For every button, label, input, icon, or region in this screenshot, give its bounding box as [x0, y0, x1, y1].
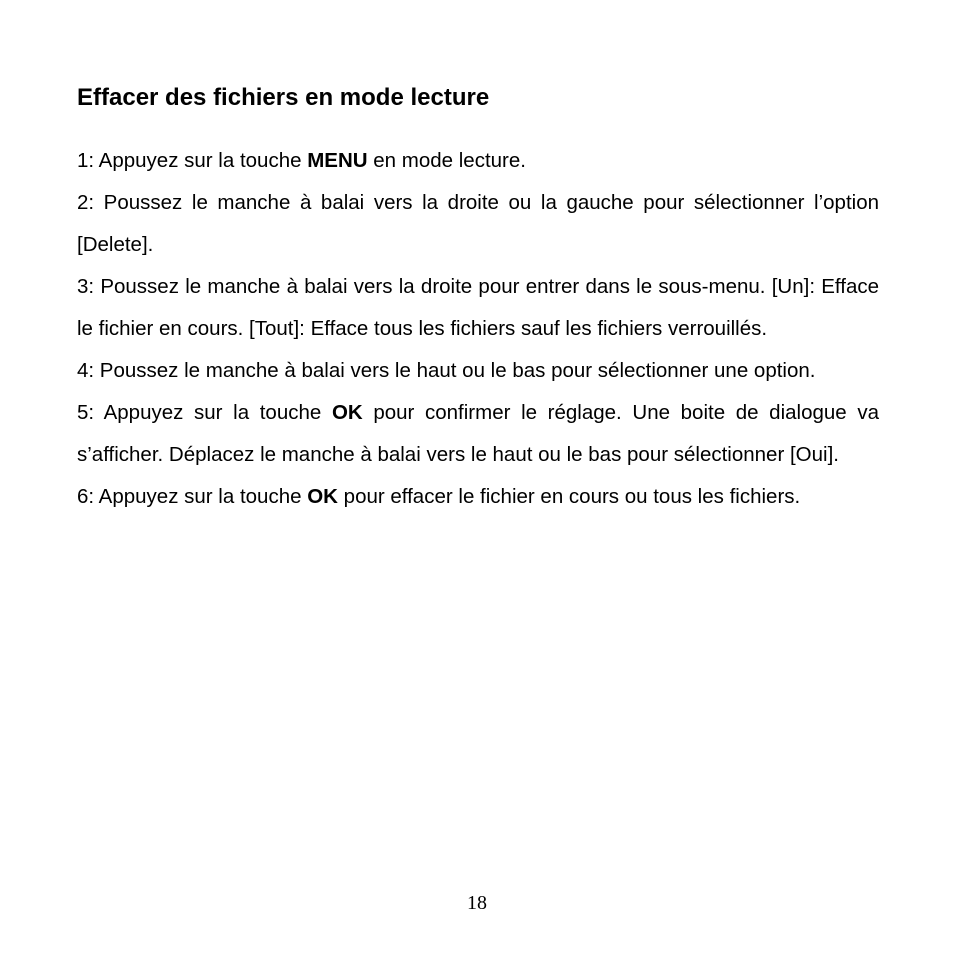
step-1-text: 1: Appuyez sur la touche	[77, 149, 308, 172]
step-1-text-end: en mode lecture.	[367, 149, 526, 172]
step-6-text-end: pour effacer le fichier en cours ou tous les fichiers.	[337, 485, 801, 508]
step-1	[77, 140, 879, 182]
step-6	[77, 476, 879, 518]
section-heading: Effacer des fichiers en mode lecture	[77, 84, 490, 111]
step-5-key: OK	[331, 401, 363, 424]
step-2: 2: Poussez le manche à balai vers la droite ou la gauche pour sélectionner l’option [Delete].	[77, 191, 879, 256]
instructions-list	[77, 140, 879, 518]
step-5-text: 5: Appuyez sur la touche	[77, 401, 332, 424]
step-5	[77, 392, 879, 476]
page-number: 18	[467, 892, 487, 914]
step-1-key: MENU	[307, 149, 368, 172]
step-6-key: OK	[307, 485, 338, 508]
step-3: 3: Poussez le manche à balai vers la droite pour entrer dans le sous-menu. [Un]: Efface le fichier en cours. [Tout]: Efface tous les fichiers sauf les fichiers verrouillés.	[77, 275, 879, 340]
step-4: 4: Poussez le manche à balai vers le haut ou le bas pour sélectionner une option.	[77, 359, 816, 382]
step-6-text: 6: Appuyez sur la touche	[77, 485, 308, 508]
step-5-text-end: pour confirmer le réglage. Une boite de dialogue va s’afficher. Déplacez le manche à balai vers le haut ou le bas pour sélectionner [Oui].	[77, 401, 879, 466]
